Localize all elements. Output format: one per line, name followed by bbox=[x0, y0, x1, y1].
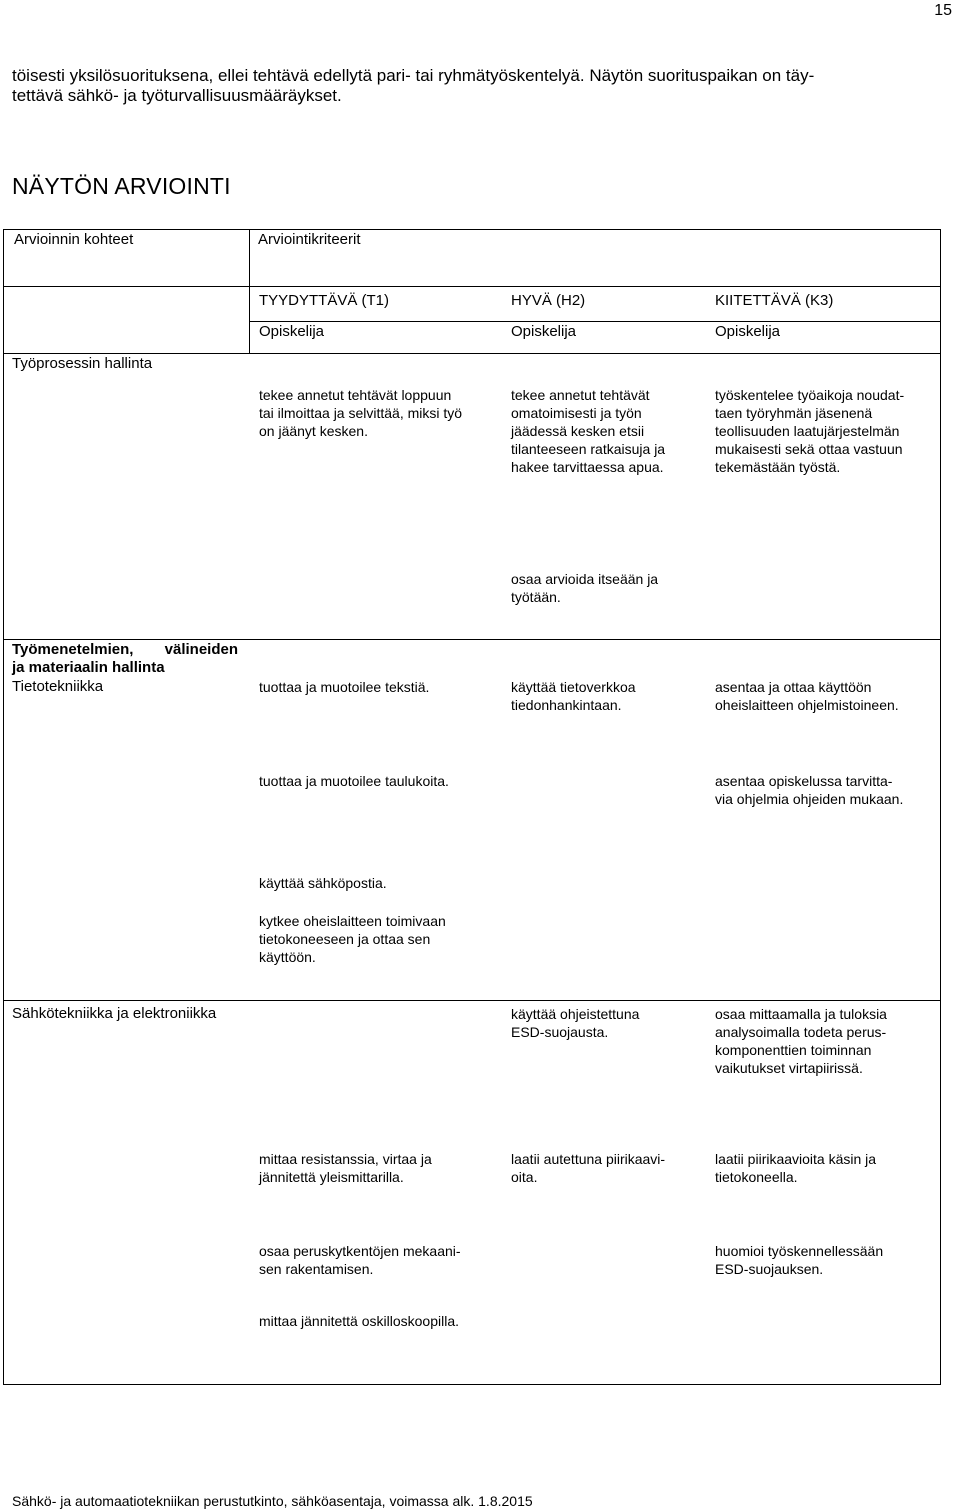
criteria-line: vaikutukset virtapiirissä. bbox=[715, 1060, 863, 1076]
criteria-line: käyttää ohjeistettuna bbox=[511, 1006, 640, 1022]
criteria-cell-t1: tuottaa ja muotoilee tekstiä. bbox=[259, 679, 430, 695]
criteria-line: mittaa resistanssia, virtaa ja bbox=[259, 1151, 432, 1167]
intro-paragraph bbox=[12, 66, 942, 106]
criteria-line: osaa arvioida itseään ja bbox=[511, 571, 659, 587]
table-line bbox=[3, 353, 940, 354]
criteria-line: taen työryhmän jäsenenä bbox=[715, 405, 873, 421]
table-line bbox=[3, 1384, 940, 1385]
criteria-line: oheislaitteen ohjelmistoineen. bbox=[715, 697, 899, 713]
criteria-cell-k3 bbox=[715, 386, 904, 476]
criteria-line: huomioi työskennellessään bbox=[715, 1243, 884, 1259]
criteria-line: tekemästään työstä. bbox=[715, 459, 841, 475]
level-excellent: KIITETTÄVÄ (K3) bbox=[715, 292, 834, 309]
criteria-line: laatii piirikaavioita käsin ja bbox=[715, 1151, 877, 1167]
criteria-line: jännitettä yleismittarilla. bbox=[259, 1169, 404, 1185]
criteria-cell-k3 bbox=[715, 678, 899, 714]
header-assessment-criteria: Arviointikriteerit bbox=[258, 231, 361, 248]
criteria-line: tietokoneeseen ja ottaa sen bbox=[259, 931, 431, 947]
table-line bbox=[249, 229, 250, 286]
section-title-line: ja materiaalin hallinta bbox=[12, 659, 165, 676]
criteria-cell-t1 bbox=[259, 912, 446, 966]
criteria-line: osaa peruskytkentöjen mekaani- bbox=[259, 1243, 461, 1259]
criteria-line: jäädessä kesken etsii bbox=[511, 423, 645, 439]
criteria-line: osaa mittaamalla ja tuloksia bbox=[715, 1006, 887, 1022]
subsection-it: Tietotekniikka bbox=[12, 678, 104, 695]
criteria-cell-h2 bbox=[511, 386, 665, 476]
intro-line: töisesti yksilösuorituksena, ellei tehtävä edellytä pari- tai ryhmätyöskentelyä. Näytön suorituspaikan on täy- bbox=[12, 66, 815, 85]
table-line bbox=[3, 1000, 940, 1001]
criteria-line: tekee annetut tehtävät bbox=[511, 387, 650, 403]
criteria-line: mukaisesti sekä ottaa vastuun bbox=[715, 441, 903, 457]
page-footer: Sähkö- ja automaatiotekniikan perustutkinto, sähköasentaja, voimassa alk. 1.8.2015 bbox=[12, 1493, 533, 1509]
criteria-line: on jäänyt kesken. bbox=[259, 423, 368, 439]
criteria-line: ESD-suojauksen. bbox=[715, 1261, 824, 1277]
page-number: 15 bbox=[934, 2, 952, 19]
level-good: HYVÄ (H2) bbox=[511, 292, 586, 309]
section-work-process: Työprosessin hallinta bbox=[12, 355, 153, 372]
criteria-line: tiedonhankintaan. bbox=[511, 697, 622, 713]
criteria-cell-t1: käyttää sähköpostia. bbox=[259, 875, 387, 891]
criteria-line: hakee tarvittaessa apua. bbox=[511, 459, 664, 475]
table-line bbox=[940, 229, 941, 1385]
criteria-line: analysoimalla todeta perus- bbox=[715, 1024, 887, 1040]
table-line bbox=[3, 229, 4, 1385]
criteria-line: omatoimisesti ja työn bbox=[511, 405, 642, 421]
student-label-t1: Opiskelija bbox=[259, 323, 325, 340]
criteria-cell-t1 bbox=[259, 386, 462, 440]
criteria-line: ESD-suojausta. bbox=[511, 1024, 609, 1040]
criteria-cell-k3 bbox=[715, 772, 903, 808]
criteria-cell-k3 bbox=[715, 1242, 883, 1278]
student-label-k3: Opiskelija bbox=[715, 323, 781, 340]
criteria-line: komponenttien toiminnan bbox=[715, 1042, 872, 1058]
criteria-line: käyttöön. bbox=[259, 949, 316, 965]
criteria-line: kytkee oheislaitteen toimivaan bbox=[259, 913, 446, 929]
section-title-word: välineiden bbox=[164, 641, 238, 658]
criteria-line: tai ilmoittaa ja selvittää, miksi työ bbox=[259, 405, 463, 421]
criteria-line: tilanteeseen ratkaisuja ja bbox=[511, 441, 666, 457]
criteria-line: työtään. bbox=[511, 589, 561, 605]
header-assessment-targets: Arvioinnin kohteet bbox=[14, 231, 134, 248]
criteria-cell-t1 bbox=[259, 1242, 461, 1278]
criteria-line: tekee annetut tehtävät loppuun bbox=[259, 387, 452, 403]
table-line bbox=[249, 286, 250, 353]
table-line bbox=[3, 229, 940, 230]
table-line bbox=[3, 639, 940, 640]
criteria-line: asentaa ja ottaa käyttöön bbox=[715, 679, 872, 695]
criteria-line: tietokoneella. bbox=[715, 1169, 798, 1185]
table-line bbox=[249, 321, 940, 322]
criteria-line: sen rakentamisen. bbox=[259, 1261, 374, 1277]
criteria-line: teollisuuden laatujärjestelmän bbox=[715, 423, 900, 439]
criteria-cell-h2 bbox=[511, 1150, 665, 1186]
table-line bbox=[3, 286, 940, 287]
criteria-line: laatii autettuna piirikaavi- bbox=[511, 1151, 666, 1167]
subsection-electrical: Sähkötekniikka ja elektroniikka bbox=[12, 1005, 217, 1022]
criteria-cell-t1: mittaa jännitettä oskilloskoopilla. bbox=[259, 1313, 459, 1329]
criteria-cell-t1 bbox=[259, 1150, 432, 1186]
criteria-line: asentaa opiskelussa tarvitta- bbox=[715, 773, 893, 789]
student-label-h2: Opiskelija bbox=[511, 323, 577, 340]
criteria-cell-h2 bbox=[511, 678, 636, 714]
criteria-cell-k3 bbox=[715, 1005, 887, 1077]
section-title-word: Työmenetelmien, bbox=[12, 641, 134, 658]
section-title-line bbox=[12, 641, 238, 659]
intro-line: tettävä sähkö- ja työturvallisuusmääräykset. bbox=[12, 86, 342, 105]
criteria-cell-k3 bbox=[715, 1150, 876, 1186]
criteria-line: oita. bbox=[511, 1169, 538, 1185]
criteria-line: via ohjelmia ohjeiden mukaan. bbox=[715, 791, 904, 807]
section-work-methods bbox=[12, 641, 238, 677]
criteria-cell-t1: tuottaa ja muotoilee taulukoita. bbox=[259, 773, 449, 789]
level-satisfactory: TYYDYTTÄVÄ (T1) bbox=[259, 292, 390, 309]
criteria-line: työskentelee työaikoja noudat- bbox=[715, 387, 905, 403]
criteria-line: käyttää tietoverkkoa bbox=[511, 679, 636, 695]
criteria-cell-h2 bbox=[511, 570, 658, 606]
criteria-cell-h2 bbox=[511, 1005, 639, 1041]
section-title: NÄYTÖN ARVIOINTI bbox=[12, 173, 231, 199]
